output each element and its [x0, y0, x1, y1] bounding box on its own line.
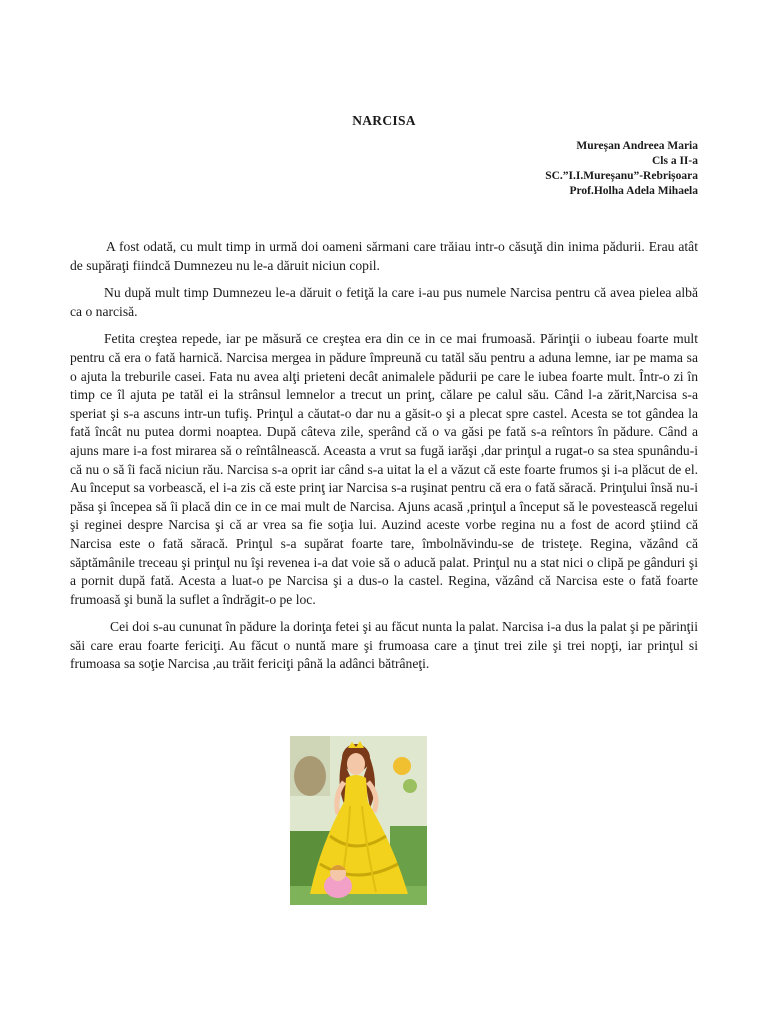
author-name: Mureșan Andreea Maria — [576, 140, 698, 152]
story-body — [70, 238, 698, 683]
author-teacher: Prof.Holha Adela Mihaela — [569, 185, 698, 197]
paragraph: Fetita creştea repede, iar pe măsură ce creştea era din ce in ce mai frumoasă. Părinţii o iubeau foarte mult pentru că era o fată harnică. Narcisa mergea in pădure împreună cu tatăl său pentru a aduna lemne, iar pe mama sa o ajuta la treburile casei. Fata nu avea alţi prieteni decât animalele pădurii pe care le iubea foarte mult. Într-o zi în timp ce îl ajuta pe tatăl ei la strânsul lemnelor a trecut un prinţ, călare pe calul său. Când l-a zărit,Narcisa s-a speriat şi s-a ascuns intr-un tufiş. Prinţul a căutat-o dar nu a găsit-o şi a plecat spre castel. Acesta se tot gândea la fată încât nu putea dormi noaptea. După câteva zile, sperând că o va găsi pe fată s-a reîntors în pădure. Când a ajuns mare i-a fost mirarea să o reîntâlnească. Aceasta a vrut sa fugă iarăşi ,dar prinţul a rugat-o sa stea spunându-i că nu o să îi facă niciun rău. Narcisa s-a oprit iar când s-a uitat la el a văzut că este foarte frumos şi i-a plăcut de el. Au început sa vorbească, el i-a zis că este prinţ iar Narcisa s-a ruşinat pentru că era o fată săracă. Prinţului însă nu-i păsa şi începea să îi placă din ce in ce mai mult de Narcisa. Ajuns acasă ,prinţul a început să le povestească regelui şi reginei despre Narcisa şi că ar vrea sa fie soţia lui. Auzind aceste vorbe regina nu a fost de acord ştiind că Narcisa este o fată săracă. Prinţul s-a supărat foarte tare, îmbolnăvindu-se de tristeţe. Regina, văzând că săptămânile treceau şi prinţul nu îşi revenea i-a dat voie să o aducă palat. Prinţul nu a stat nici o clipă pe gânduri şi a pornit după fată. Acesta a luat-o pe Narcisa şi a dus-o la castel. Regina, văzând că Narcisa este o fată foarte frumoasă şi bună la suflet a îndrăgit-o pe loc. — [70, 331, 698, 607]
paragraph: Cei doi s-au cununat în pădure la dorinţa fetei şi au făcut nunta la palat. Narcisa i-a dus la palat şi pe părinţii săi care erau foarte fericiţi. Au făcut o nuntă mare şi frumoasa care a ţinut trei zile şi trei nopţi, iar prinţul si frumoasa sa soţie Narcisa ,au trăit fericiţi până la adânci bătrâneţi. — [70, 619, 698, 672]
paragraph: A fost odată, cu mult timp in urmă doi oameni sărmani care trăiau intr-o căsuţă din inima pădurii. Erau atât de supăraţi fiindcă Dumnezeu nu le-a dăruit niciun copil. — [70, 239, 698, 273]
princess-doll-illustration — [290, 736, 427, 905]
princess-doll-photo — [290, 736, 427, 905]
paragraph: Nu după mult timp Dumnezeu le-a dăruit o fetiţă la care i-au pus numele Narcisa pentru că avea pielea albă ca o narcisă. — [70, 285, 698, 319]
author-block — [545, 139, 698, 199]
author-class: Cls a II-a — [651, 155, 698, 167]
author-school: SC.”I.I.Mureșanu”-Rebrișoara — [545, 170, 698, 182]
document-title: NARCISA — [352, 113, 416, 128]
